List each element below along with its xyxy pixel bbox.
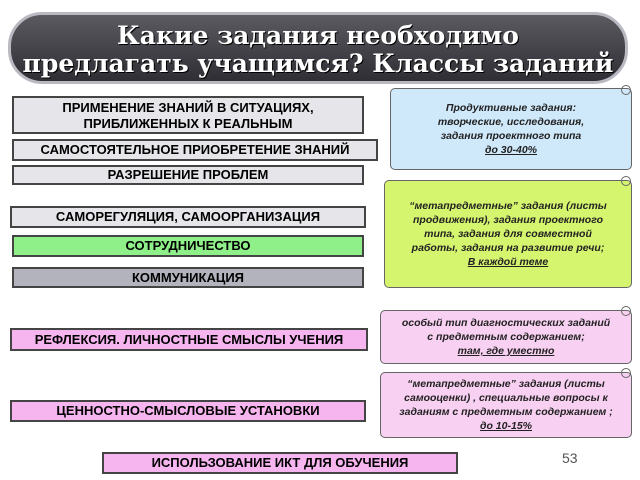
label-application-line-2: ПРИБЛИЖЕННЫХ К РЕАЛЬНЫМ xyxy=(83,116,293,131)
page-number: 53 xyxy=(562,450,578,466)
label-application-of-knowledge xyxy=(12,96,364,134)
label-communication: КОММУНИКАЦИЯ xyxy=(12,267,364,288)
scroll-metasubject-tasks xyxy=(384,180,632,288)
label-value-attitudes: ЦЕННОСТНО-СМЫСЛОВЫЕ УСТАНОВКИ xyxy=(10,400,366,422)
scroll-curl-icon xyxy=(621,368,631,378)
scroll-metasubject-line-2: продвижения), задания проектного xyxy=(413,214,603,226)
scroll-curl-icon xyxy=(621,176,631,186)
title-banner xyxy=(8,12,628,84)
label-application-line-1: ПРИМЕНЕНИЕ ЗНАНИЙ В СИТУАЦИЯХ, xyxy=(62,100,314,115)
scroll-selfassessment-line-2: самооценки) , специальные вопросы к xyxy=(404,392,608,404)
scroll-curl-icon xyxy=(621,85,631,95)
scroll-diagnostic-tasks xyxy=(380,310,632,364)
scroll-diagnostic-line-2: с предметным содержанием; xyxy=(427,331,585,343)
scroll-curl-icon xyxy=(621,306,631,316)
scroll-metasubject-line-4: работы, задания на развитие речи; xyxy=(411,242,605,254)
label-ict-use: ИСПОЛЬЗОВАНИЕ ИКТ ДЛЯ ОБУЧЕНИЯ xyxy=(102,452,458,474)
label-self-regulation: САМОРЕГУЛЯЦИЯ, САМООРГАНИЗАЦИЯ xyxy=(10,206,366,228)
scroll-metasubject-line-3: типа, задания для совместной xyxy=(424,228,592,240)
label-reflection: РЕФЛЕКСИЯ. ЛИЧНОСТНЫЕ СМЫСЛЫ УЧЕНИЯ xyxy=(10,328,368,351)
scroll-metasubject-line-1: “метапредметные” задания (листы xyxy=(409,200,607,212)
scroll-productive-line-2: творческие, исследования, xyxy=(437,116,585,128)
slide-title-line-1: Какие задания необходимо xyxy=(117,21,519,50)
scroll-diagnostic-emphasis: там, где уместно xyxy=(457,345,555,357)
scroll-productive-line-3: задания проектного типа xyxy=(440,130,582,142)
label-problem-solving: РАЗРЕШЕНИЕ ПРОБЛЕМ xyxy=(12,165,364,185)
label-cooperation: СОТРУДНИЧЕСТВО xyxy=(12,235,364,257)
scroll-metasubject-emphasis: В каждой теме xyxy=(467,256,549,268)
scroll-diagnostic-line-1: особый тип диагностических заданий xyxy=(401,317,611,329)
scroll-productive-line-1: Продуктивные задания: xyxy=(445,102,577,114)
scroll-selfassessment-line-1: “метапредметные” задания (листы xyxy=(407,378,605,390)
scroll-productive-tasks xyxy=(390,88,632,170)
scroll-selfassessment-emphasis: до 10-15% xyxy=(479,420,532,432)
label-independent-knowledge: САМОСТОЯТЕЛЬНОЕ ПРИОБРЕТЕНИЕ ЗНАНИЙ xyxy=(12,139,378,161)
scroll-productive-emphasis: до 30-40% xyxy=(484,144,537,156)
scroll-selfassessment-line-3: заданиям с предметным содержанием ; xyxy=(399,406,613,418)
scroll-selfassessment-tasks xyxy=(380,372,632,438)
slide-title-line-2: предлагать учащимся? Классы заданий xyxy=(22,49,614,78)
